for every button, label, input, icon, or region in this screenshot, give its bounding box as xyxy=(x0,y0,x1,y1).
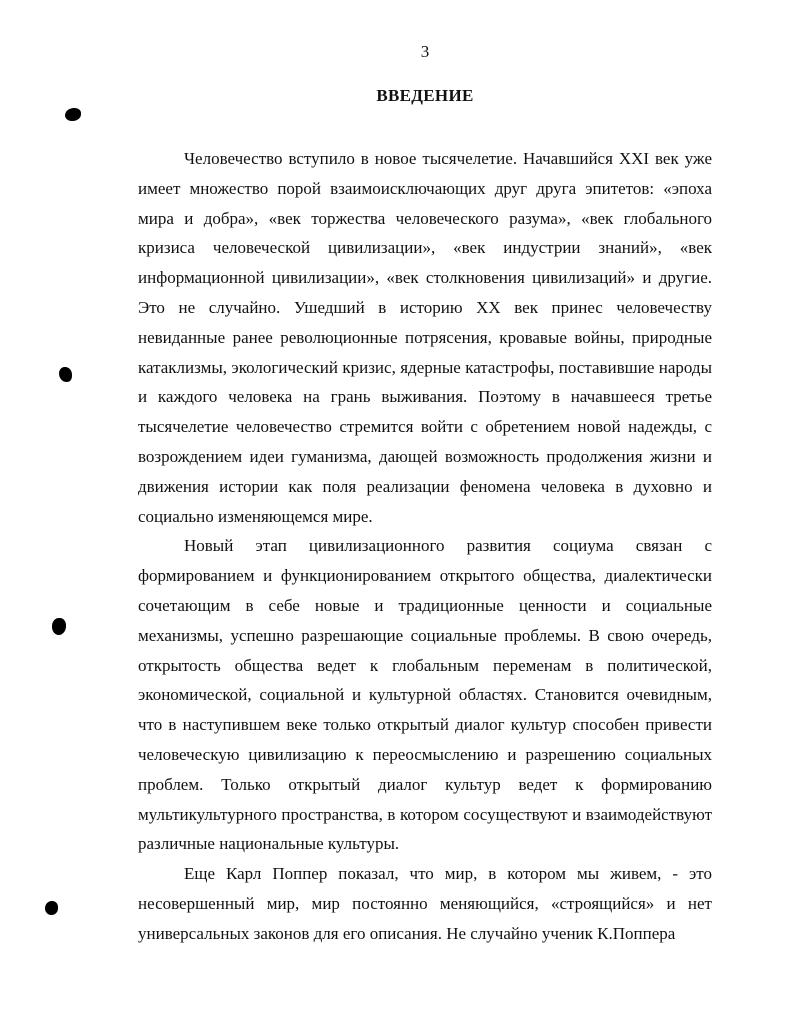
scan-hole-mark xyxy=(45,901,58,915)
scan-hole-mark xyxy=(59,367,72,382)
paragraph-1: Человечество вступило в новое тысячелетие. Начавшийся XXI век уже имеет множество порой взаимоисключающих друг друга эпитетов: «эпоха мира и добра», «век торжества человеческого разума», «век глобального кризиса человеческой цивилизации», «век индустрии знаний», «век информационной цивилизации», «век столкновения цивилизаций» и другие. Это не случайно. Ушедший в историю XX век принес человечеству невиданные ранее революционные потрясения, кровавые войны, природные катаклизмы, экологический кризис, ядерные катастрофы, поставившие народы и каждого человека на грань выживания. Поэтому в начавшееся третье тысячелетие человечество стремится войти с обретением новой надежды, с возрождением идеи гуманизма, дающей возможность продолжения жизни и движения истории как поля реализации феномена человека в духовно и социально изменяющемся мире. xyxy=(138,149,712,526)
scan-hole-mark xyxy=(65,108,81,121)
paragraph-3: Еще Карл Поппер показал, что мир, в котором мы живем, - это несовершенный мир, мир постоянно меняющийся, «строящийся» и нет универсальных законов для его описания. Не случайно ученик К.Поппера xyxy=(138,864,712,943)
scan-hole-mark xyxy=(52,618,66,635)
page-number: 3 xyxy=(420,42,430,61)
body-text xyxy=(138,144,712,949)
page-title: ВВЕДЕНИЕ xyxy=(376,86,474,105)
paragraph-2: Новый этап цивилизационного развития социума связан с формированием и функционированием открытого общества, диалектически сочетающим в себе новые и традиционные ценности и социальные механизмы, успешно разрешающие социальные проблемы. В свою очередь, открытость общества ведет к глобальным переменам в политической, экономической, социальной и культурной областях. Становится очевидным, что в наступившем веке только открытый диалог культур способен привести человеческую цивилизацию к переосмыслению и разрешению социальных проблем. Только открытый диалог культур ведет к формированию мультикультурного пространства, в котором сосуществуют и взаимодействуют различные национальные культуры. xyxy=(138,536,712,854)
